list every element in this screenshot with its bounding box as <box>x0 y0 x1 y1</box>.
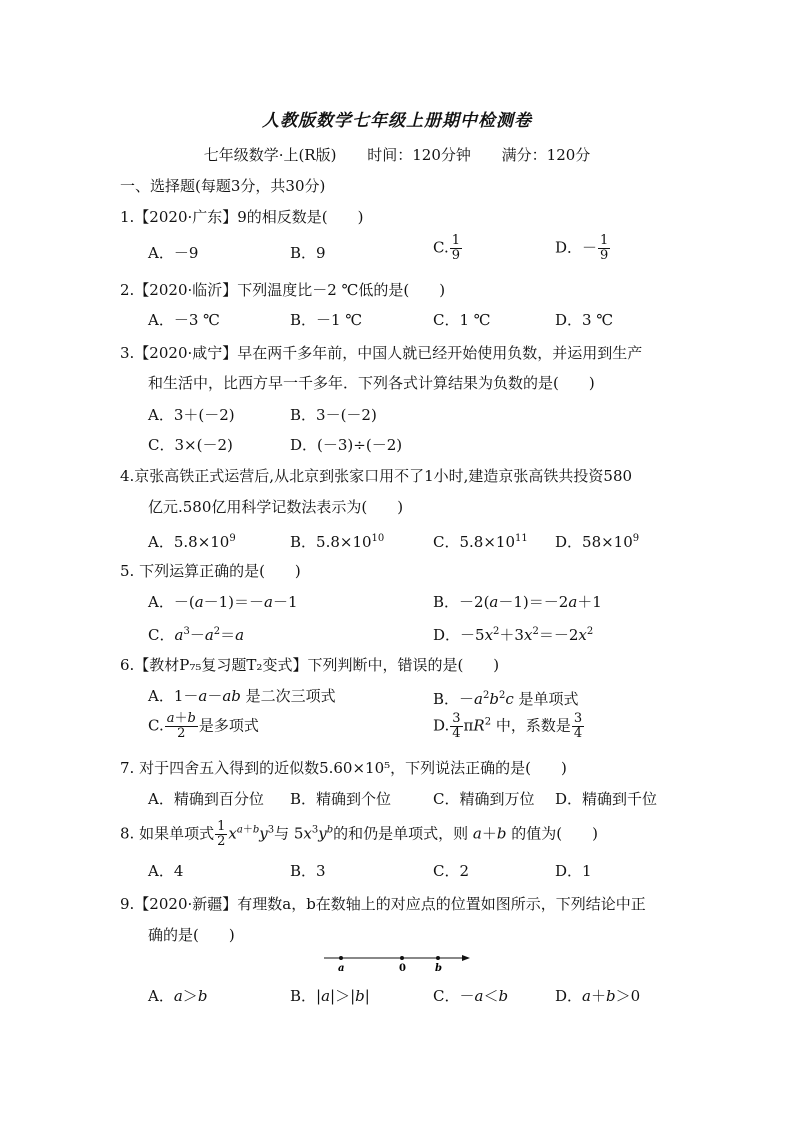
q1-option-c: C. $\frac{1}{9}$ <box>433 233 460 263</box>
point-a <box>339 956 343 960</box>
label-a: a <box>338 963 345 974</box>
question-1: 1.【2020·广东】9的相反数是( ) <box>120 208 364 226</box>
q9-option-d: D．a＋b＞0 <box>555 987 641 1005</box>
question-5: 5. 下列运算正确的是( ) <box>120 562 301 580</box>
q9-option-a: A．a＞b <box>148 987 208 1005</box>
question-9-line-2: 确的是( ) <box>148 926 235 944</box>
q8-option-c: C．2 <box>433 862 470 880</box>
exam-subtitle <box>0 144 794 165</box>
q1-option-a: A．－9 <box>148 244 199 262</box>
q8-option-d: D．1 <box>555 862 592 880</box>
q2-option-c: C．1 ℃ <box>433 311 491 329</box>
question-3-line-1: 3.【2020·咸宁】早在两千多年前，中国人就已经开始使用负数，并运用到生产 <box>120 344 643 362</box>
q6-option-a: A．1－a－ab 是二次三项式 <box>148 687 336 705</box>
q7-option-a: A．精确到百分位 <box>148 790 264 808</box>
question-9-line-1: 9.【2020·新疆】有理数a，b在数轴上的对应点的位置如图所示，下列结论中正 <box>120 895 646 913</box>
q4-option-d: D．$58\times 10^9$ <box>555 533 640 551</box>
q9-option-b: B．|a|＞|b| <box>290 987 370 1005</box>
q5-option-b: B．－2(a－1)＝－2a＋1 <box>433 593 602 611</box>
question-2: 2.【2020·临沂】下列温度比－2 ℃低的是( ) <box>120 281 446 299</box>
q6-option-b: B．$-a^2b^2c$ 是单项式 <box>433 690 579 708</box>
course-label: 七年级数学·上(R版) <box>203 146 337 164</box>
q2-option-a: A．－3 ℃ <box>148 311 220 329</box>
q2-option-b: B．－1 ℃ <box>290 311 363 329</box>
point-b <box>436 956 440 960</box>
question-4-line-1: 4.京张高铁正式运营后,从北京到张家口用不了1小时,建造京张高铁共投资580 <box>120 467 633 485</box>
score-label: 满分：120分 <box>501 146 591 164</box>
time-label: 时间：120分钟 <box>367 146 471 164</box>
point-zero <box>400 956 404 960</box>
q7-option-c: C．精确到万位 <box>433 790 535 808</box>
number-line-figure <box>322 948 472 974</box>
q3-option-c: C．3×(－2) <box>148 436 233 454</box>
fraction: $\frac{1}{9}$ <box>600 233 609 263</box>
q5-option-d: D．$-5x^2+3x^2=-2x^2$ <box>433 626 594 644</box>
section-heading: 一、选择题(每题3分，共30分) <box>120 177 326 195</box>
q3-option-a: A．3＋(－2) <box>148 406 235 424</box>
q6-option-c: C. $\frac{a+b}{2}$ 是多项式 <box>148 711 259 741</box>
question-3-line-2: 和生活中，比西方早一千多年．下列各式计算结果为负数的是( ) <box>148 374 595 392</box>
arrow-icon <box>462 955 470 961</box>
q2-option-d: D．3 ℃ <box>555 311 614 329</box>
label-b: b <box>435 963 442 974</box>
question-4-line-2: 亿元.580亿用科学记数法表示为( ) <box>148 498 404 516</box>
q4-option-b: B．$5.8\times 10^{10}$ <box>290 533 385 551</box>
question-7: 7. 对于四舍五入得到的近似数5.60×10⁵，下列说法正确的是( ) <box>120 759 567 777</box>
label-zero: 0 <box>399 963 406 974</box>
q1-option-d: D．－ $\frac{1}{9}$ <box>555 233 609 263</box>
q8-option-b: B．3 <box>290 862 326 880</box>
q5-option-a: A．－(a－1)＝－a－1 <box>148 593 298 611</box>
q9-option-c: C．－a＜b <box>433 987 509 1005</box>
q5-option-c: C．$a^3-a^2=a$ <box>148 626 245 644</box>
question-8: 8. 如果单项式 $\frac{1}{2}$ $x^{a+b}y^3$与 $5x^3y^b$的和仍是单项式，则 a＋b 的值为( ) <box>120 819 598 849</box>
q7-option-b: B．精确到个位 <box>290 790 392 808</box>
q3-option-b: B．3－(－2) <box>290 406 377 424</box>
question-6: 6.【教材P₇₅复习题T₂变式】下列判断中，错误的是( ) <box>120 656 500 674</box>
q3-option-d: D．(－3)÷(－2) <box>290 436 403 454</box>
q4-option-c: C．$5.8\times 10^{11}$ <box>433 533 528 551</box>
q1-option-b: B．9 <box>290 244 326 262</box>
q7-option-d: D．精确到千位 <box>555 790 658 808</box>
page-title: 人教版数学七年级上册期中检测卷 <box>262 111 532 131</box>
q8-option-a: A．4 <box>148 862 184 880</box>
q4-option-a: A．$5.8\times 10^9$ <box>148 533 236 551</box>
q6-option-d: D. $\frac{3}{4}$ $\pi R^2$ 中，系数是 $\frac{3}{4}$ <box>433 711 583 741</box>
fraction: $\frac{1}{9}$ <box>451 233 460 263</box>
